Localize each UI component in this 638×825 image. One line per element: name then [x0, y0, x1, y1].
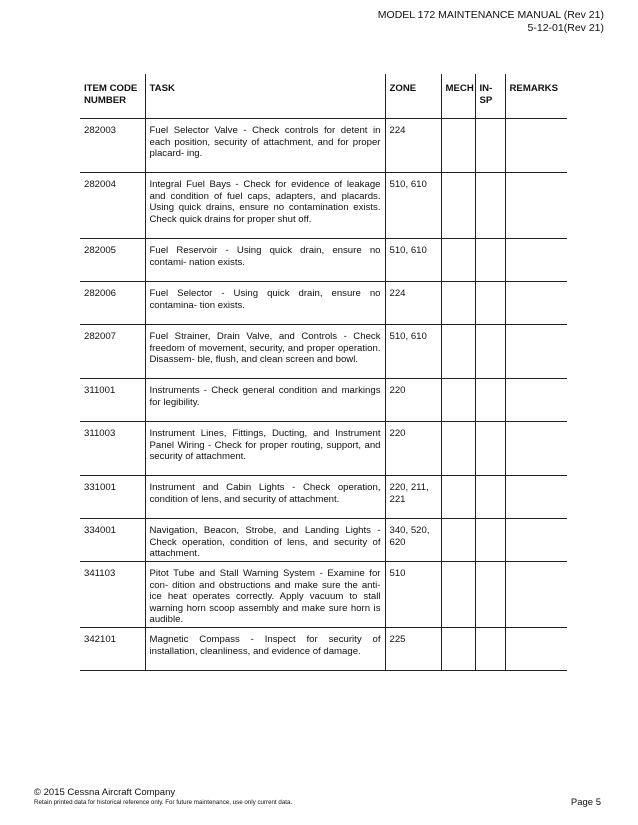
- insp-cell: [475, 422, 505, 476]
- zone-cell: 220: [385, 379, 441, 422]
- table-row: [80, 519, 567, 562]
- copyright-notice: © 2015 Cessna Aircraft Company: [34, 787, 176, 798]
- item-code-cell: 342101: [80, 628, 145, 671]
- task-cell: Pitot Tube and Stall Warning System - Examine for con- dition and obstructions and make sure the anti-ice heat operates correctly. Apply vacuum to stall warning horn scoop assembly and make sure horn is audible.: [145, 562, 385, 628]
- remarks-cell: [505, 379, 567, 422]
- table-row: [80, 562, 567, 628]
- task-cell: Navigation, Beacon, Strobe, and Landing Lights - Check operation, condition of lens, and security of attachment.: [145, 519, 385, 562]
- table-row: [80, 282, 567, 325]
- mech-cell: [441, 119, 475, 173]
- col-header-task: TASK: [145, 74, 385, 119]
- item-code-cell: 282006: [80, 282, 145, 325]
- zone-cell: 510, 610: [385, 239, 441, 282]
- zone-cell: 510, 610: [385, 173, 441, 239]
- insp-cell: [475, 519, 505, 562]
- mech-cell: [441, 476, 475, 519]
- col-header-mech: MECH: [441, 74, 475, 119]
- insp-cell: [475, 562, 505, 628]
- mech-cell: [441, 628, 475, 671]
- zone-cell: 220: [385, 422, 441, 476]
- task-cell: Integral Fuel Bays - Check for evidence of leakage and condition of fuel caps, adapters, and placards. Using quick drains, ensure no contamination exists. Check quick drains for proper shut off.: [145, 173, 385, 239]
- remarks-cell: [505, 173, 567, 239]
- table-row: [80, 476, 567, 519]
- section-reference: 5-12-01(Rev 21): [527, 22, 604, 34]
- task-cell: Fuel Strainer, Drain Valve, and Controls - Check freedom of movement, security, and proper operation. Disassem- ble, flush, and clean screen and bowl.: [145, 325, 385, 379]
- mech-cell: [441, 422, 475, 476]
- insp-cell: [475, 282, 505, 325]
- remarks-cell: [505, 325, 567, 379]
- col-header-insp: IN- SP: [475, 74, 505, 119]
- page-header: [378, 9, 604, 35]
- mech-cell: [441, 562, 475, 628]
- table-row: [80, 173, 567, 239]
- zone-cell: 510, 610: [385, 325, 441, 379]
- zone-cell: 225: [385, 628, 441, 671]
- item-code-cell: 282004: [80, 173, 145, 239]
- zone-cell: 224: [385, 282, 441, 325]
- zone-cell: 224: [385, 119, 441, 173]
- task-cell: Fuel Selector - Using quick drain, ensure no contamina- tion exists.: [145, 282, 385, 325]
- task-cell: Fuel Reservoir - Using quick drain, ensure no contami- nation exists.: [145, 239, 385, 282]
- zone-cell: 340, 520, 620: [385, 519, 441, 562]
- item-code-cell: 282003: [80, 119, 145, 173]
- item-code-cell: 311001: [80, 379, 145, 422]
- mech-cell: [441, 239, 475, 282]
- mech-cell: [441, 282, 475, 325]
- table-row: [80, 325, 567, 379]
- zone-cell: 220, 211, 221: [385, 476, 441, 519]
- remarks-cell: [505, 562, 567, 628]
- insp-cell: [475, 628, 505, 671]
- task-cell: Fuel Selector Valve - Check controls for detent in each position, security of attachment, and for proper placard- ing.: [145, 119, 385, 173]
- item-code-cell: 341103: [80, 562, 145, 628]
- maintenance-table: [80, 74, 567, 671]
- page-number: Page 5: [570, 797, 601, 808]
- insp-cell: [475, 239, 505, 282]
- col-header-item-code: ITEM CODE NUMBER: [80, 74, 145, 119]
- task-cell: Instrument Lines, Fittings, Ducting, and Instrument Panel Wiring - Check for proper routing, support, and security of attachment.: [145, 422, 385, 476]
- zone-cell: 510: [385, 562, 441, 628]
- task-cell: Instruments - Check general condition and markings for legibility.: [145, 379, 385, 422]
- mech-cell: [441, 379, 475, 422]
- remarks-cell: [505, 628, 567, 671]
- mech-cell: [441, 325, 475, 379]
- item-code-cell: 334001: [80, 519, 145, 562]
- item-code-cell: 282007: [80, 325, 145, 379]
- mech-cell: [441, 173, 475, 239]
- remarks-cell: [505, 119, 567, 173]
- task-cell: Magnetic Compass - Inspect for security of installation, cleanliness, and evidence of damage.: [145, 628, 385, 671]
- col-header-remarks: REMARKS: [505, 74, 567, 119]
- manual-title: MODEL 172 MAINTENANCE MANUAL (Rev 21): [377, 9, 604, 21]
- insp-cell: [475, 325, 505, 379]
- item-code-cell: 282005: [80, 239, 145, 282]
- table-row: [80, 628, 567, 671]
- table-row: [80, 379, 567, 422]
- insp-cell: [475, 119, 505, 173]
- task-cell: Instrument and Cabin Lights - Check operation, condition of lens, and security of attachment.: [145, 476, 385, 519]
- mech-cell: [441, 519, 475, 562]
- table-row: [80, 239, 567, 282]
- col-header-zone: ZONE: [385, 74, 441, 119]
- remarks-cell: [505, 476, 567, 519]
- insp-cell: [475, 476, 505, 519]
- remarks-cell: [505, 519, 567, 562]
- insp-cell: [475, 173, 505, 239]
- table-row: [80, 119, 567, 173]
- table-header-row: [80, 74, 567, 119]
- table-row: [80, 422, 567, 476]
- item-code-cell: 311003: [80, 422, 145, 476]
- remarks-cell: [505, 422, 567, 476]
- retention-notice: Retain printed data for historical reference only. For future maintenance, use only current data.: [34, 799, 293, 806]
- remarks-cell: [505, 239, 567, 282]
- remarks-cell: [505, 282, 567, 325]
- item-code-cell: 331001: [80, 476, 145, 519]
- insp-cell: [475, 379, 505, 422]
